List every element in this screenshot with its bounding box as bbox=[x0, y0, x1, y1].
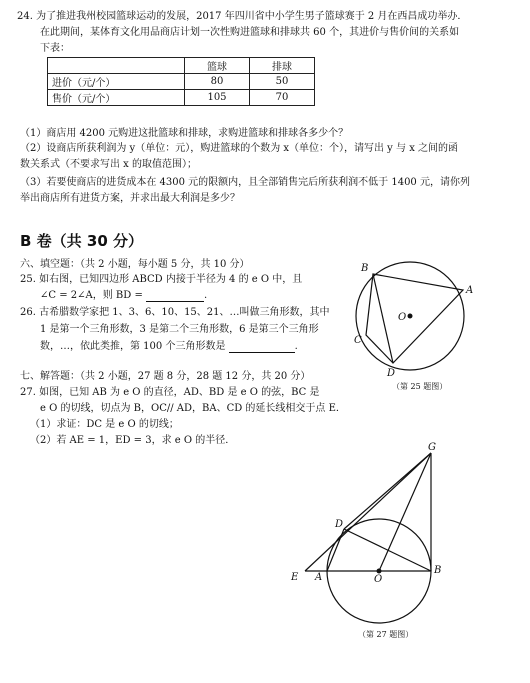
fig27-segment-og bbox=[379, 453, 431, 571]
fig27-label-b: B bbox=[434, 565, 442, 576]
fill-in-header: 六、填空题：（共 2 小题，每小题 5 分，共 10 分） bbox=[20, 259, 250, 270]
table-cell: 105 bbox=[185, 90, 250, 106]
fig27-label-e: E bbox=[291, 572, 299, 583]
fig27-label-d: D bbox=[335, 519, 344, 530]
q24-line-3: 下表： bbox=[40, 43, 70, 54]
table-cell: 50 bbox=[250, 74, 315, 90]
fig27-chord-bd bbox=[344, 529, 431, 571]
q24-part-2b: 数关系式（不要求写出 x 的取值范围）； bbox=[20, 159, 197, 170]
fig27-label-a: A bbox=[315, 572, 323, 583]
section-b-title: B 卷（共 30 分） bbox=[20, 232, 143, 250]
fig27-caption: （第 27 题图） bbox=[358, 630, 414, 639]
q27-part-2: （2）若 AE = 1，ED = 3，求 e O 的半径． bbox=[30, 435, 236, 446]
fig27-center-dot bbox=[377, 569, 382, 574]
q24-part-2a: （2）设商店所获利润为 y（单位：元），购进篮球的个数为 x（单位：个），请写出 y 与 x 之间的函 bbox=[20, 143, 459, 154]
q26-line-2: 1 是第一个三角形数，3 是第二个三角形数，6 是第三个三角形 bbox=[40, 324, 319, 335]
table-cell: 70 bbox=[250, 90, 315, 106]
q26-text: 数，…，依此类推，第 100 个三角形数是 bbox=[40, 341, 226, 352]
table-header-cell: 篮球 bbox=[185, 58, 250, 74]
fig25-label-o: O bbox=[398, 312, 407, 323]
q24-part-3a: （3）若要使商店的进货成本在 4300 元的限额内，且全部销售完后所获利润不低于 1400 元，请你列 bbox=[20, 177, 470, 188]
fig25-label-c: C bbox=[354, 335, 362, 346]
q26-line-1: 26. 古希腊数学家把 1、3、6、10、15、21、…叫做三角形数，其中 bbox=[20, 307, 330, 318]
fig27-segment-dg bbox=[344, 453, 431, 529]
table-cell: 80 bbox=[185, 74, 250, 90]
q24-line-1: 24. 为了推进我州校园篮球运动的发展，2017 年四川省中小学生男子篮球赛于 2 月在西昌成功举办． bbox=[17, 11, 468, 22]
table-header-cell: 排球 bbox=[250, 58, 315, 74]
fig27-label-o: O bbox=[374, 574, 383, 585]
q25-text: ∠C = 2∠A，则 BD = bbox=[40, 290, 143, 301]
table-cell: 进价（元/个） bbox=[48, 74, 185, 90]
q25-line-1: 25. 如右图，已知四边形 ABCD 内接于半径为 4 的 e O 中，且 bbox=[20, 274, 303, 285]
q27-line-1: 27. 如图，已知 AB 为 e O 的直径，AD、BD 是 e O 的弦，BC 是 bbox=[20, 387, 320, 398]
fig25-label-a: A bbox=[466, 285, 474, 296]
fig27-label-g: G bbox=[428, 442, 436, 453]
fig25-label-b: B bbox=[361, 263, 369, 274]
q26-line-3: 数，…，依此类推，第 100 个三角形数是 . bbox=[40, 341, 298, 352]
fig27-chord-ad bbox=[327, 529, 344, 571]
q27-part-1: （1）求证：DC 是 e O 的切线； bbox=[30, 419, 179, 430]
fig27-line-eg bbox=[305, 453, 431, 571]
fig25-caption: （第 25 题图） bbox=[392, 382, 448, 391]
fig25-label-d: D bbox=[387, 368, 396, 379]
q24-line-2: 在此期间，某体育文化用品商店计划一次性购进篮球和排球共 60 个，其进价与售价间的关系如 bbox=[40, 27, 460, 38]
q24-part-3b: 举出商店所有进货方案，并求出最大利润是多少？ bbox=[20, 193, 240, 204]
q27-line-2: e O 的切线，切点为 B，OC// AD，BA、CD 的延长线相交于点 E． bbox=[40, 403, 346, 414]
q24-part-1: （1）商店用 4200 元购进这批篮球和排球，求购进篮球和排球各多少个？ bbox=[20, 128, 349, 139]
table-cell: 售价（元/个） bbox=[48, 90, 185, 106]
answer-header: 七、解答题：（共 2 小题，27 题 8 分，28 题 12 分，共 20 分） bbox=[20, 371, 311, 382]
q25-line-2: ∠C = 2∠A，则 BD = . bbox=[40, 290, 208, 301]
